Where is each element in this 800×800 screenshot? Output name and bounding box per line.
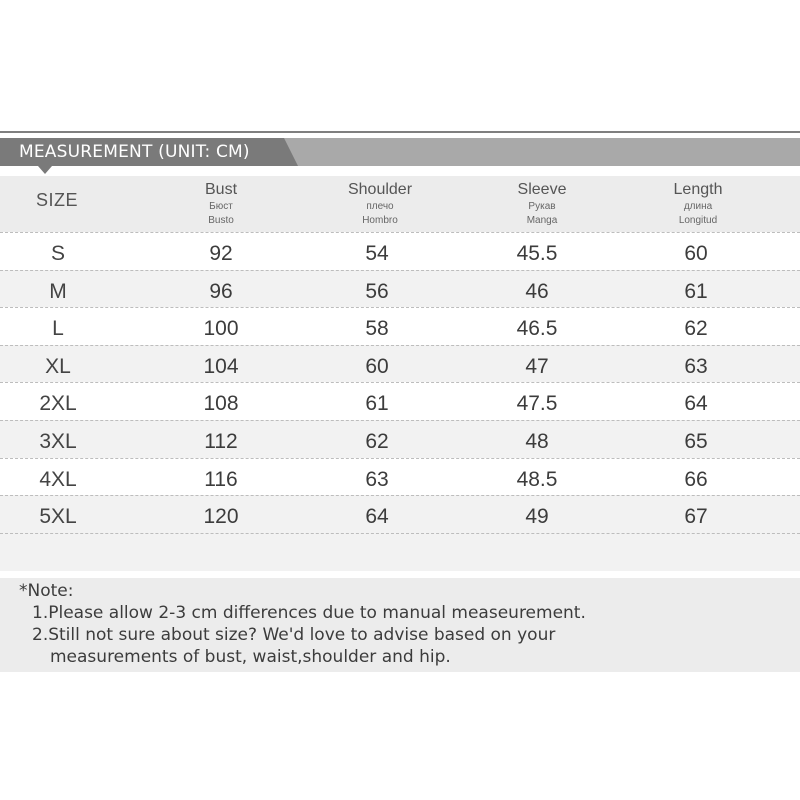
length-cell: 64 [684, 392, 708, 416]
bust-cell: 92 [209, 242, 233, 265]
bust-cell: 112 [204, 429, 238, 453]
table-body [0, 232, 800, 571]
size-cell: 5XL [39, 505, 77, 529]
column-header-bust [205, 180, 237, 228]
top-divider [0, 131, 800, 133]
table-header-row [0, 176, 800, 232]
column-header-label-ru: плечо [366, 201, 394, 212]
table-row [0, 345, 800, 383]
size-cell: 2XL [39, 392, 77, 416]
shoulder-cell: 56 [365, 279, 389, 303]
length-cell: 60 [684, 242, 708, 265]
column-header-label: Length [673, 181, 723, 198]
size-column-header: SIZE [35, 190, 79, 210]
shoulder-cell: 54 [365, 242, 389, 265]
shoulder-cell: 64 [365, 505, 389, 529]
column-header-label: Bust [204, 181, 238, 198]
column-header-length [674, 180, 723, 228]
table-row [0, 270, 800, 308]
shoulder-cell: 58 [365, 317, 389, 341]
size-table [0, 176, 800, 571]
shoulder-cell: 62 [365, 429, 389, 453]
length-cell: 67 [684, 505, 708, 529]
shoulder-cell: 60 [365, 354, 389, 378]
table-row [0, 495, 800, 533]
table-row [0, 420, 800, 458]
table-row [0, 458, 800, 496]
size-cell: S [50, 242, 66, 265]
pointer-arrow-icon [38, 166, 52, 174]
column-header-label-es: Busto [208, 215, 234, 226]
sleeve-cell: 48.5 [516, 467, 558, 491]
note-line-2: 2.Still not sure about size? We'd love to advise based on your [32, 625, 556, 645]
size-cell: M [49, 279, 67, 303]
sleeve-cell: 49 [525, 505, 549, 529]
bust-cell: 108 [203, 392, 239, 416]
table-footer-spacer [0, 533, 800, 571]
column-header-label-es: Longitud [678, 215, 718, 226]
table-row [0, 307, 800, 345]
table-row [0, 382, 800, 420]
sleeve-cell: 45.5 [516, 242, 558, 265]
length-cell: 66 [684, 467, 708, 491]
note-line-2-continued: measurements of bust, waist,shoulder and hip. [50, 647, 451, 667]
title-bar [0, 138, 800, 166]
size-cell: L [52, 317, 64, 341]
size-cell: XL [45, 354, 71, 378]
length-cell: 63 [684, 354, 708, 378]
bust-cell: 104 [203, 354, 239, 378]
length-cell: 65 [684, 429, 708, 453]
bust-cell: 116 [204, 467, 238, 491]
column-header-label-es: Manga [526, 215, 558, 226]
column-header-label: Shoulder [347, 181, 413, 198]
bust-cell: 120 [203, 505, 239, 529]
length-cell: 61 [684, 279, 708, 303]
note-box [0, 578, 800, 672]
size-cell: 3XL [39, 429, 77, 453]
shoulder-cell: 61 [365, 392, 389, 416]
note-heading: *Note: [19, 581, 74, 601]
page-title: MEASUREMENT (UNIT: CM) [19, 142, 250, 162]
shoulder-cell: 63 [365, 467, 389, 491]
sleeve-cell: 47 [525, 354, 549, 378]
sleeve-cell: 48 [525, 429, 549, 453]
size-cell: 4XL [39, 467, 77, 491]
bust-cell: 100 [203, 317, 239, 341]
column-header-label-ru: длина [683, 201, 713, 212]
note-line-1: 1.Please allow 2-3 cm differences due to manual measeurement. [32, 603, 586, 623]
column-header-sleeve [518, 180, 567, 228]
column-header-label: Sleeve [517, 181, 567, 198]
sleeve-cell: 47.5 [516, 392, 558, 416]
column-header-label-ru: Рукав [528, 201, 556, 212]
sleeve-cell: 46 [525, 279, 549, 303]
column-header-shoulder [348, 180, 412, 228]
length-cell: 62 [684, 317, 708, 341]
sleeve-cell: 46.5 [516, 317, 558, 341]
bust-cell: 96 [209, 279, 233, 303]
table-row [0, 232, 800, 270]
column-header-label-es: Hombro [362, 215, 398, 226]
column-header-label-ru: Бюст [209, 201, 233, 212]
